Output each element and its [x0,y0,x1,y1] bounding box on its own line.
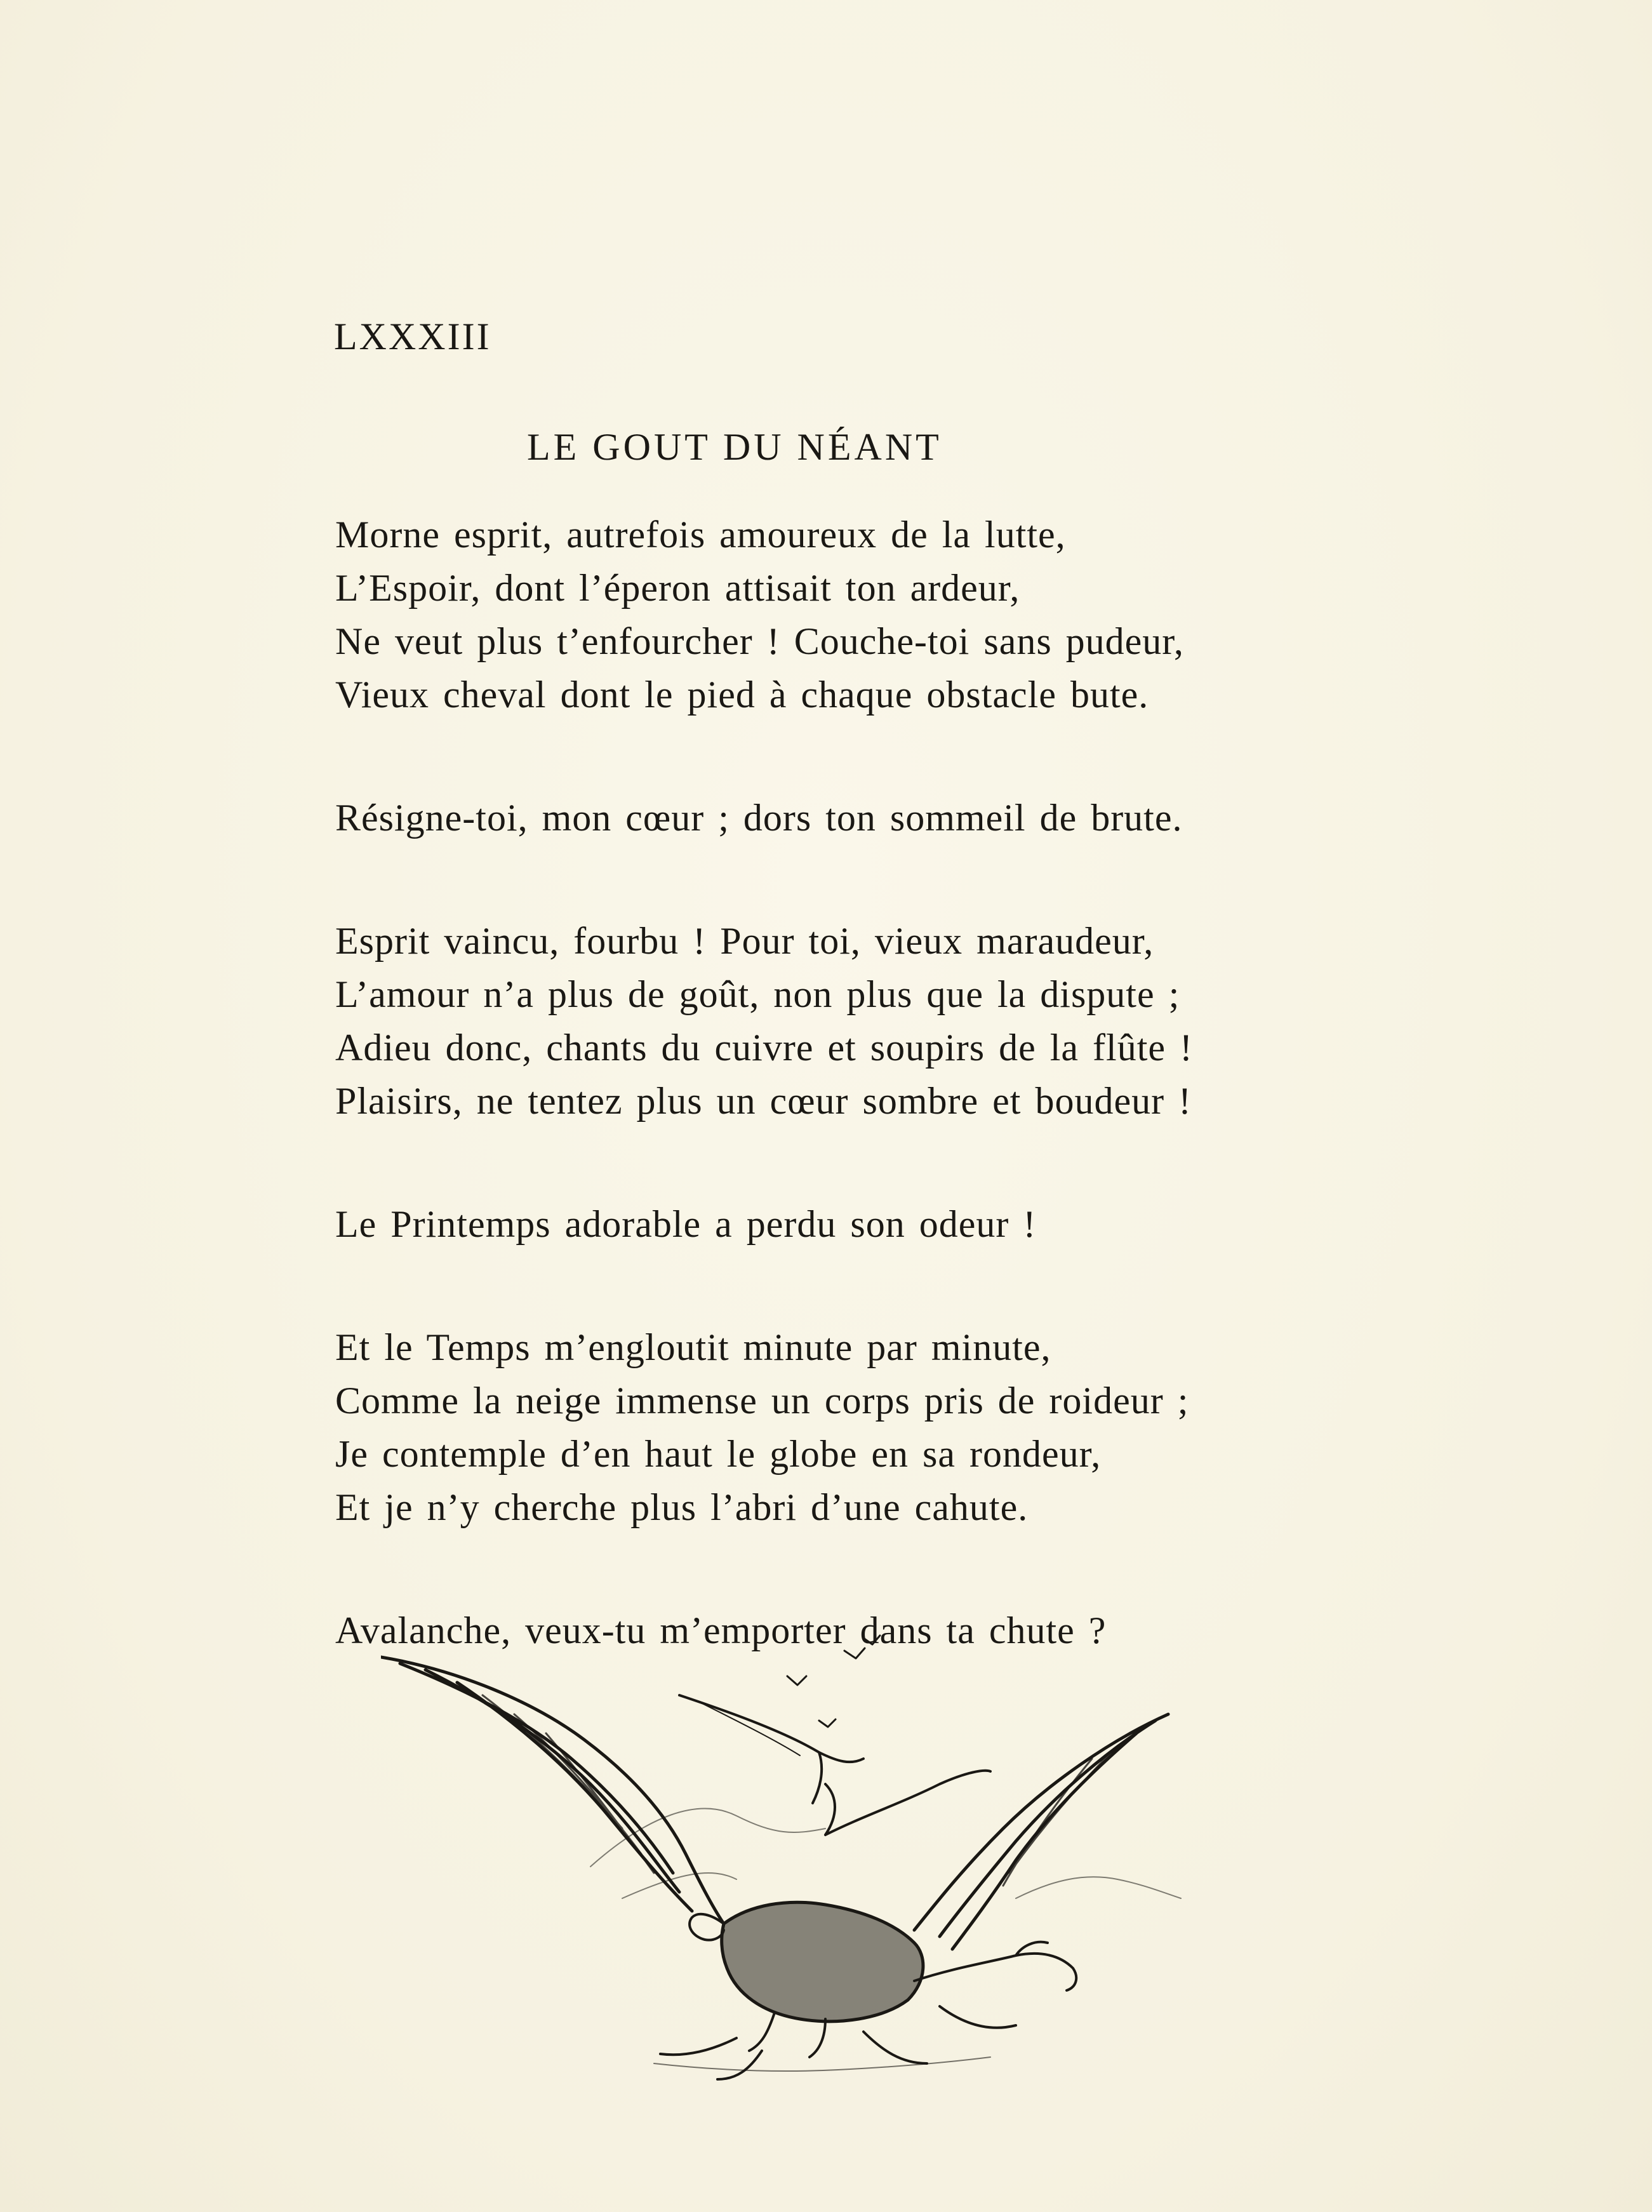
eagle-illustration [381,1625,1333,2082]
eagle-body [722,1902,923,2022]
verse-line: Morne esprit, autrefois amoureux de la lutte, [335,514,1066,556]
bird-icon [819,1719,836,1727]
verse-line: L’Espoir, dont l’éperon attisait ton ardeur, [335,567,1020,609]
ground [654,2057,990,2071]
verse-line: Le Printemps adorable a perdu son odeur ! [335,1203,1037,1245]
bird-icon [787,1676,806,1685]
stanza-2 [335,791,1326,844]
eagle-left-wing [381,1657,724,1924]
stanza-1 [335,508,1326,721]
distant-vulture [679,1695,863,1803]
mountain-range-right [1016,1877,1181,1898]
horse-body [914,1942,1076,1990]
verse-line: Ne veut plus t’enfourcher ! Couche-toi sans pudeur, [335,620,1184,662]
verse-line: Plaisirs, ne tentez plus un cœur sombre et boudeur ! [335,1080,1192,1122]
verse-line: L’amour n’a plus de goût, non plus que la dispute ; [335,973,1180,1015]
verse-line: Je contemple d’en haut le globe en sa rondeur, [335,1433,1102,1475]
verse-line: Vieux cheval dont le pied à chaque obstacle bute. [335,674,1149,716]
poem-body [335,508,1326,1727]
distant-vulture [825,1771,990,1835]
verse-line: Résigne-toi, mon cœur ; dors ton sommeil de brute. [335,797,1183,839]
verse-line: Adieu donc, chants du cuivre et soupirs de la flûte ! [335,1027,1193,1069]
verse-line: Esprit vaincu, fourbu ! Pour toi, vieux maraudeur, [335,920,1154,962]
poem-title: LE GOUT DU NÉANT [527,426,942,468]
stanza-3 [335,914,1326,1128]
bird-icon [844,1636,880,1658]
verse-line: Comme la neige immense un corps pris de roideur ; [335,1380,1189,1422]
poem-number: LXXXIII [334,316,491,357]
verse-line: Avalanche, veux-tu m’emporter dans ta chute ? [335,1609,1107,1651]
verse-line: Et je n’y cherche plus l’abri d’une cahute. [335,1486,1029,1528]
verse-line: Et le Temps m’engloutit minute par minute, [335,1326,1051,1368]
stanza-5 [335,1321,1326,1534]
stanza-4 [335,1197,1326,1251]
